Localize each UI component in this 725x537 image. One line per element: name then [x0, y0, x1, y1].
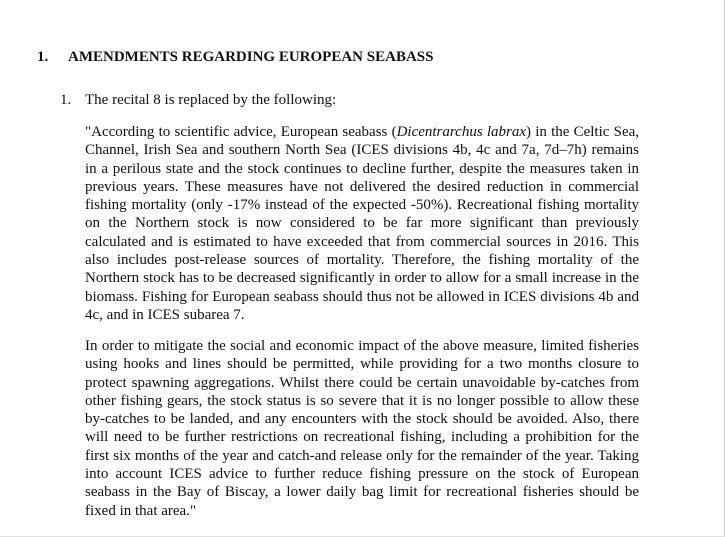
section-heading: [37, 49, 433, 66]
section-title: AMENDMENTS REGARDING EUROPEAN SEABASS: [68, 49, 434, 65]
section-number: 1.: [37, 49, 49, 65]
recital-text-start: "According to scientific advice, European seabass (: [85, 124, 397, 140]
list-item-number: 1.: [60, 92, 72, 108]
recital-text-rest: ) in the Celtic Sea, Channel, Irish Sea and southern North Sea (ICES divisions 4b, 4c and 7a, 7d–7h) remains in a perilous state and the stock continues to decline further, despite the measures taken in previous years. These measures have not delivered the desired reduction in commercial fishing mortality (only -17% instead of the expected -50%). Recreational fishing mortality on the Northern stock is now considered to be far more significant than previously calculated and is estimated to have exceeded that from commercial sources in 2016. This also includes post-release sources of mortality. Therefore, the fishing mortality of the Northern stock has to be decreased significantly in order to allow for a small increase in the biomass. Fishing for European seabass should thus not be allowed in ICES divisions 4b and 4c, and in ICES subarea 7.: [85, 124, 640, 323]
list-item-text: The recital 8 is replaced by the following:: [85, 92, 337, 108]
list-item-heading: [60, 92, 336, 109]
recital-paragraph-1: [85, 123, 639, 324]
recital-paragraph-2: In order to mitigate the social and economic impact of the above measure, limited fisheries using hooks and lines should be permitted, while providing for a two months closure to protect spawning aggregations. Whilst there could be certain unavoidable by-catches from other fishing gears, the stock status is so severe that it is no longer possible to allow these by-catches to be landed, and any encounters with the stock should be avoided. Also, there will need to be further restrictions on recreational fishing, including a prohibition for the first six months of the year and catch-and release only for the remainder of the year. Taking into account ICES advice to further reduce fishing pressure on the stock of European seabass in the Bay of Biscay, a lower daily bag limit for recreational fisheries should be fixed in that area.": [85, 338, 639, 519]
species-name: Dicentrarchus labrax: [396, 124, 527, 140]
